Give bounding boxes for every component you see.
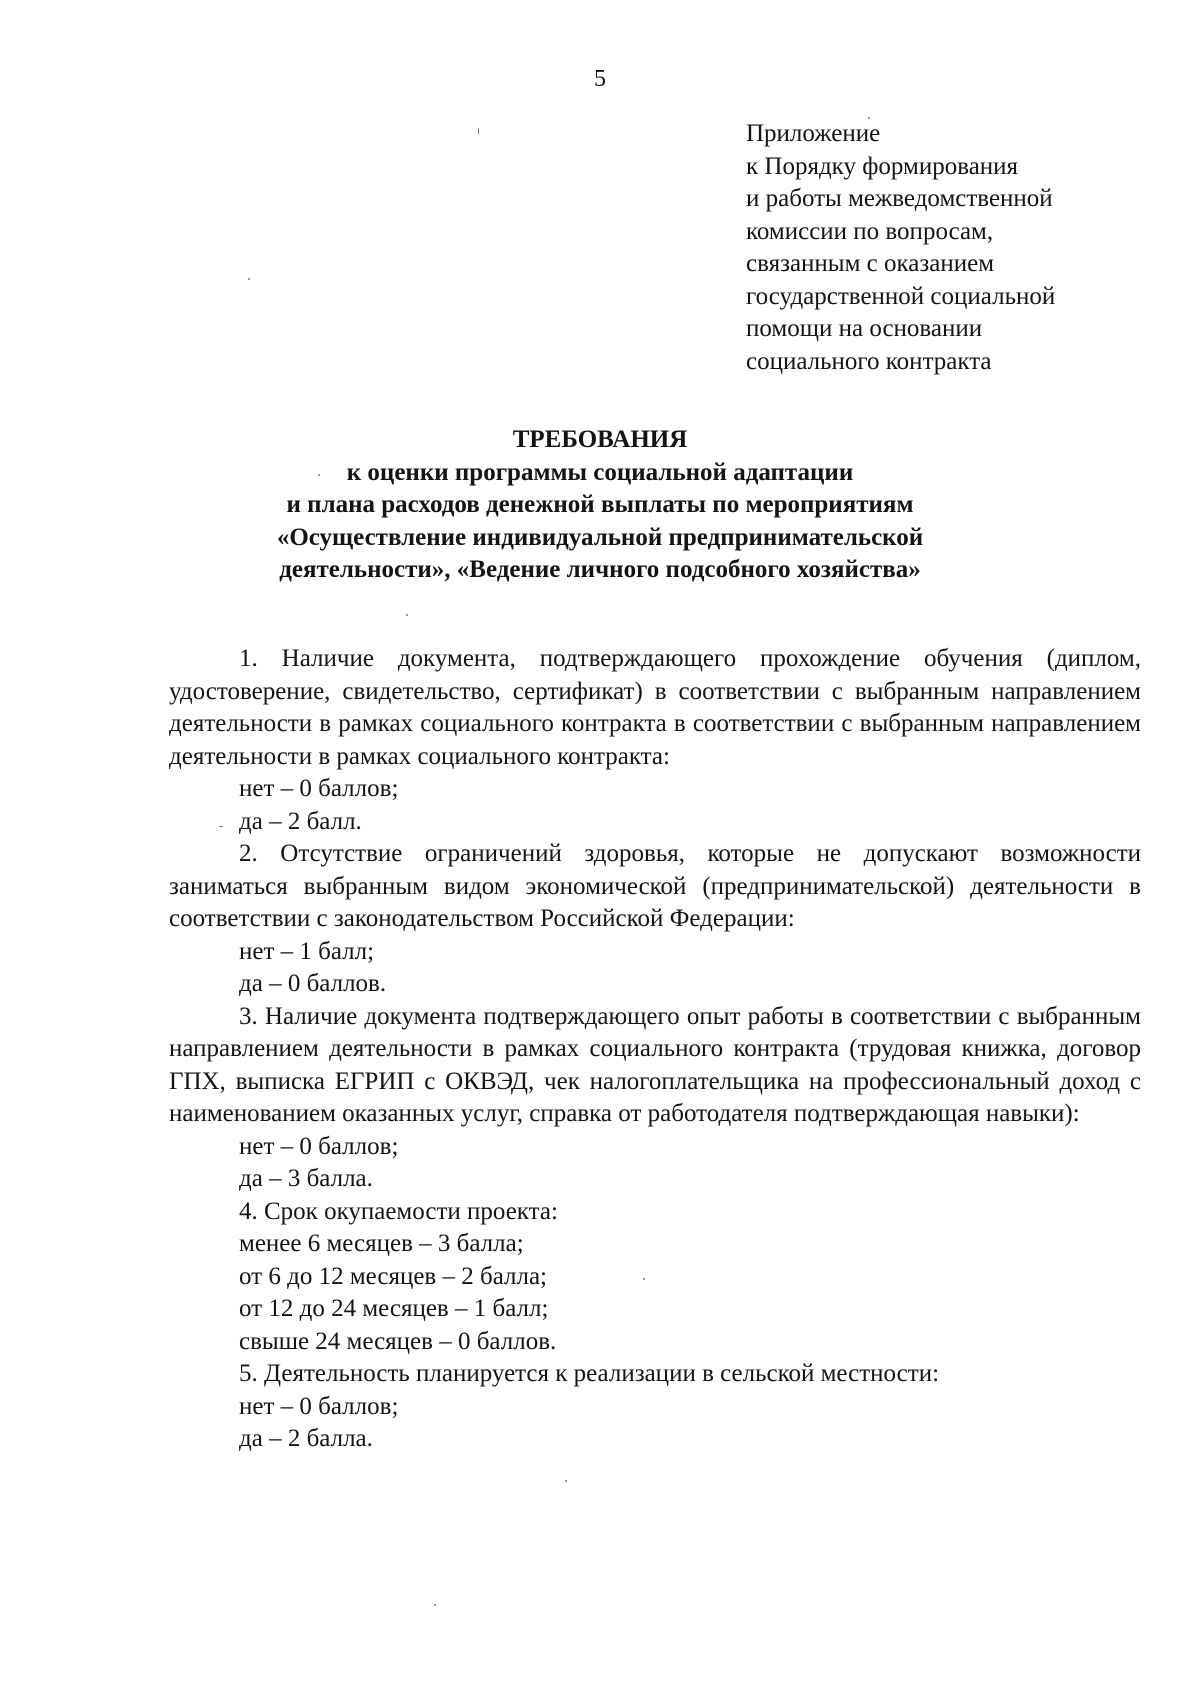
appendix-note — [746, 118, 1146, 378]
criterion-4-option: от 12 до 24 месяцев – 1 балл; — [239, 1295, 549, 1322]
criterion-1-option: нет – 0 баллов; — [239, 775, 399, 802]
criterion-5-option: да – 2 балла. — [239, 1425, 373, 1452]
criterion-4-option: свыше 24 месяцев – 0 баллов. — [239, 1327, 557, 1355]
criterion-2-option: нет – 1 балл; — [239, 937, 375, 965]
criterion-4-text: 4. Срок окупаемости проекта: — [239, 1197, 558, 1225]
title-heading: ТРЕБОВАНИЯ — [512, 426, 688, 453]
title-line: «Осуществление индивидуальной предпринимательской — [276, 523, 924, 551]
criterion-2-text: 2. Отсутствие ограничений здоровья, которые не допускают возможности заниматься выбранным видом экономической (предпринимательской) деятельности в соответствии с законодательством Российской Федерации: — [169, 840, 1141, 932]
title-line: и плана расходов денежной выплаты по мероприятиям — [286, 491, 914, 518]
scan-speck — [868, 117, 870, 119]
criterion-2-option: да – 0 баллов. — [239, 970, 387, 997]
page-number: 5 — [594, 66, 606, 92]
criterion-5-option: нет – 0 баллов; — [239, 1392, 399, 1420]
appendix-line: Приложение — [746, 120, 881, 147]
appendix-line: комиссии по вопросам, — [746, 217, 994, 245]
criterion-3-option: нет – 0 баллов; — [239, 1132, 399, 1160]
appendix-line: и работы межведомственной — [746, 185, 1053, 212]
scan-speck — [406, 614, 408, 616]
appendix-line: связанным с оказанием — [746, 250, 995, 277]
title-line: деятельности», «Ведение личного подсобного хозяйства» — [279, 556, 921, 583]
document-title — [150, 424, 1050, 587]
criterion-1-option: да – 2 балл. — [239, 807, 362, 835]
appendix-line: социального контракта — [746, 347, 992, 375]
criterion-5-text: 5. Деятельность планируется к реализации в сельской местности: — [239, 1360, 940, 1387]
scan-speck — [248, 278, 250, 280]
criterion-4-option: менее 6 месяцев – 3 балла; — [239, 1230, 524, 1257]
criterion-4-option: от 6 до 12 месяцев – 2 балла; — [239, 1262, 548, 1290]
appendix-line: государственной социальной — [746, 282, 1056, 310]
scan-speck — [643, 1278, 645, 1280]
scan-speck — [318, 474, 320, 476]
scan-speck — [434, 1604, 436, 1606]
scan-speck — [565, 1480, 567, 1482]
criterion-3-option: да – 3 балла. — [239, 1165, 373, 1192]
criteria-list — [169, 643, 1141, 1456]
scan-speck — [219, 826, 223, 827]
scan-speck — [478, 128, 479, 134]
appendix-line: помощи на основании — [746, 315, 983, 342]
criterion-3-text: 3. Наличие документа подтверждающего опыт работы в соответствии с выбранным направлением деятельности в рамках социального контракта (трудовая книжка, договор ГПХ, выписка ЕГРИП с ОКВЭД, чек налогоплательщика на профессиональный доход с наименованием оказанных услуг, справка от работодателя подтверждающая навыки): — [169, 1002, 1141, 1127]
title-line: к оценки программы социальной адаптации — [346, 458, 854, 486]
appendix-line: к Порядку формирования — [746, 152, 1019, 180]
criterion-1-text: 1. Наличие документа, подтверждающего прохождение обучения (диплом, удостоверение, свидетельство, сертификат) в соответствии с выбранным направлением деятельности в рамках социального контракта в соответствии с выбранным направлением деятельности в рамках социального контракта: — [169, 645, 1141, 770]
